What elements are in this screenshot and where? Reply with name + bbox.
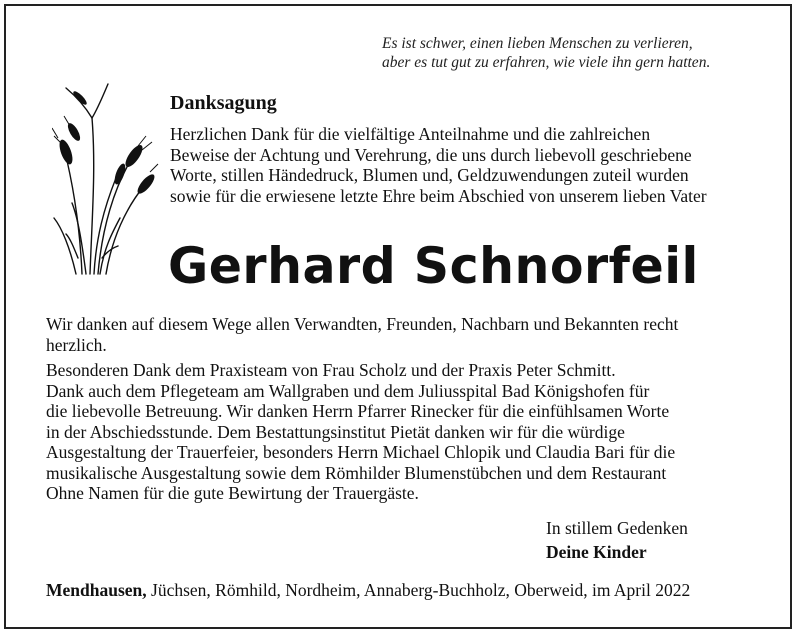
quote-line-1: Es ist schwer, einen lieben Menschen zu verlieren,: [382, 35, 693, 52]
opening-quote: [382, 34, 762, 72]
special-thanks-line: die liebevolle Betreuung. Wir danken Herrn Pfarrer Rinecker für die einfühlsamen Worte: [46, 401, 670, 421]
special-thanks-line: Ohne Namen für die gute Bewirtung der Trauergäste.: [46, 483, 419, 503]
special-thanks-line: musikalische Ausgestaltung sowie dem Römhilder Blumenstübchen und dem Restaurant: [46, 462, 667, 483]
quote-line-2: aber es tut gut zu erfahren, wie viele ihn gern hatten.: [382, 54, 711, 71]
thanks-line: herzlich.: [46, 334, 107, 355]
special-thanks-paragraph: [46, 360, 766, 504]
closing-phrase: In stillem Gedenken: [546, 518, 688, 538]
special-thanks-line: Dank auch dem Pflegeteam am Wallgraben und dem Juliusspital Bad Königshofen für: [46, 380, 650, 401]
intro-line: Worte, stillen Händedruck, Blumen und, Geldzuwendungen zuteil wurden: [170, 165, 689, 185]
intro-line: sowie für die erwiesene letzte Ehre beim Abschied von unserem lieben Vater: [170, 185, 707, 206]
deceased-name: Gerhard Schnorfeil: [168, 237, 699, 295]
thanks-paragraph: [46, 314, 766, 355]
wheat-icon: [52, 68, 162, 278]
footer-place-main: Mendhausen,: [46, 580, 147, 600]
intro-text: [170, 124, 770, 206]
footer-places: [46, 580, 766, 601]
notice-heading: Danksagung: [170, 92, 277, 114]
footer-places-rest: Jüchsen, Römhild, Nordheim, Annaberg-Buchholz, Oberweid, im April 2022: [146, 580, 691, 600]
signature: Deine Kinder: [546, 542, 647, 562]
special-thanks-line: in der Abschiedsstunde. Dem Bestattungsinstitut Pietät danken wir für die würdige: [46, 421, 625, 442]
thanks-line: Wir danken auf diesem Wege allen Verwandten, Freunden, Nachbarn und Bekannten recht: [46, 314, 679, 334]
intro-line: Beweise der Achtung und Verehrung, die uns durch liebevoll geschriebene: [170, 144, 692, 165]
special-thanks-line: Ausgestaltung der Trauerfeier, besonders Herrn Michael Chlopik und Claudia Bari für die: [46, 442, 676, 462]
special-thanks-line: Besonderen Dank dem Praxisteam von Frau Scholz und der Praxis Peter Schmitt.: [46, 360, 616, 380]
intro-line: Herzlichen Dank für die vielfältige Anteilnahme und die zahlreichen: [170, 124, 651, 144]
